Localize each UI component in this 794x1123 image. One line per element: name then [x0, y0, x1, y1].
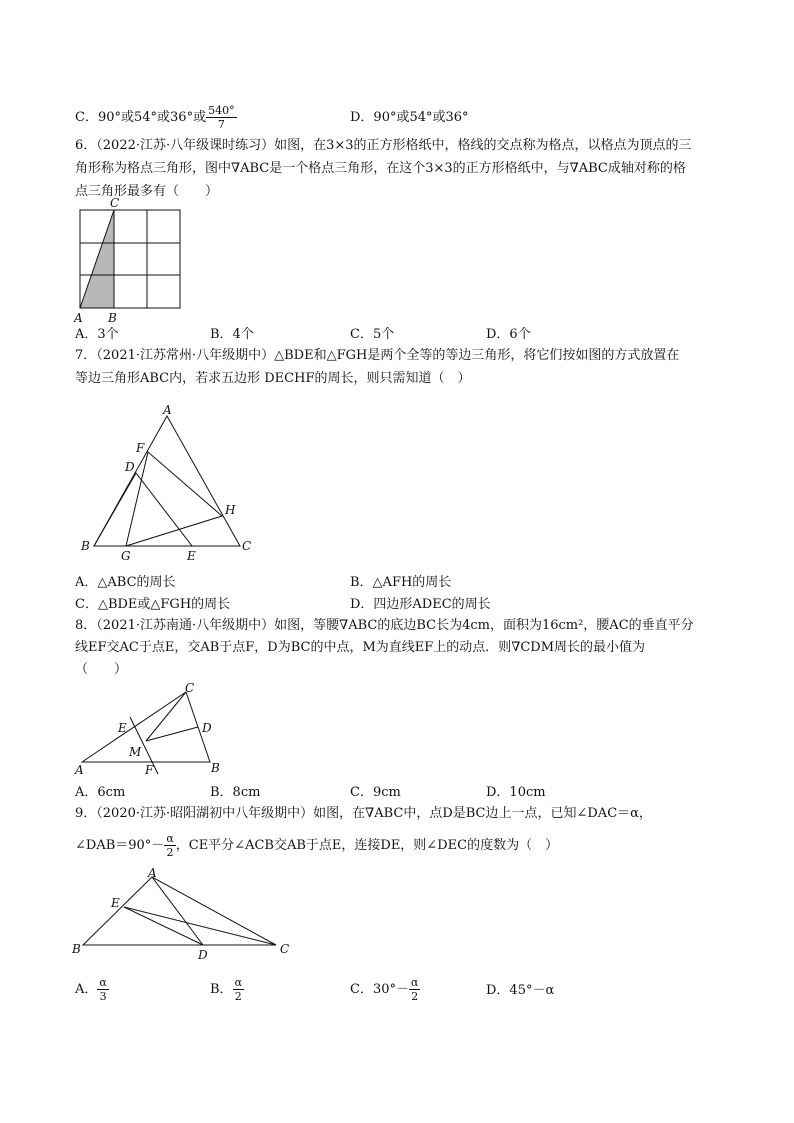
q7-label-b: B: [81, 539, 90, 553]
q6-label-a: A: [74, 311, 83, 325]
q8-option-a: A．6cm: [75, 785, 126, 800]
q6-grid-figure: [70, 196, 190, 326]
q7-option-d: D．四边形ADEC的周长: [350, 597, 491, 612]
q8-option-d: D．10cm: [486, 785, 546, 800]
q9-alpha-half-fraction: $\frac{\alpha}{2}$: [166, 832, 174, 859]
q8-triangle-abc: [82, 692, 210, 762]
q9-triangle-figure: [68, 865, 303, 965]
q6-option-b: B．4个: [210, 327, 254, 342]
q6-line-2: 角形称为格点三角形，图中∇ABC是一个格点三角形，在这个3×3的正方形格纸中，与∇ABC成轴对称的格: [75, 161, 686, 176]
q8-segment-cm: [146, 692, 186, 741]
q9-label-d: D: [198, 948, 208, 962]
q7-triangle-abc: [94, 416, 240, 546]
q9-segment-ce: [124, 907, 276, 945]
q8-line-3: （ ）: [75, 662, 128, 677]
q6-option-a: A．3个: [75, 327, 119, 342]
q8-triangle-figure: [70, 680, 240, 780]
q5-option-c-text: C．90°或54°或36°或: [75, 110, 207, 125]
q8-label-a: A: [75, 763, 84, 777]
q9-option-c: C．30°－ $\frac{\alpha}{2}$: [350, 976, 419, 1003]
q7-triangle-bde: [94, 473, 192, 546]
q5-option-d: D．90°或54°或36°: [350, 110, 469, 125]
q6-option-c: C．5个: [350, 327, 395, 342]
q8-label-f: F: [145, 763, 154, 777]
q9-segment-de: [124, 907, 203, 945]
q7-label-g: G: [121, 549, 131, 563]
q9-label-a: A: [148, 866, 157, 880]
q8-option-c: C．9cm: [350, 785, 401, 800]
q8-label-d: D: [202, 721, 212, 735]
q8-option-b: B．8cm: [210, 785, 261, 800]
q9-option-b: B． $\frac{\alpha}{2}$: [210, 976, 242, 1003]
q6-label-b: B: [108, 311, 117, 325]
q7-option-b: B．△AFH的周长: [350, 575, 452, 590]
q6-label-c: C: [110, 196, 120, 210]
q7-label-e: E: [187, 549, 196, 563]
q8-label-b: B: [211, 761, 220, 775]
q9-label-e: E: [111, 896, 120, 910]
q7-line-2: 等边三角形ABC内，若求五边形 DECHF的周长，则只需知道（ ）: [75, 371, 471, 386]
q8-label-c: C: [185, 681, 195, 695]
q5-option-c: [75, 104, 237, 131]
q9-line-2: ∠DAB＝90°－ $\frac{\alpha}{2}$ ，CE平分∠ACB交AB于点E，连接DE，则∠DEC的度数为（ ）: [75, 832, 559, 859]
q7-triangle-figure: [70, 400, 270, 565]
q7-line-1: 7．（2021·江苏常州·八年级期中）△BDE和△FGH是两个全等的等边三角形，将它们按如图的方式放置在: [75, 348, 680, 363]
q9-option-a: A． $\frac{\alpha}{3}$: [75, 976, 107, 1003]
q8-segment-md: [146, 727, 198, 741]
q7-triangle-fgh: [126, 452, 222, 546]
q8-label-m: M: [129, 745, 142, 759]
q9-segment-ad: [152, 877, 203, 945]
q7-label-a: A: [163, 403, 172, 417]
q7-option-a: A．△ABC的周长: [75, 575, 176, 590]
q9-label-c: C: [280, 942, 290, 956]
q7-label-h: H: [225, 503, 236, 517]
q7-label-d: D: [125, 460, 135, 474]
q7-option-c: C．△BDE或△FGH的周长: [75, 597, 231, 612]
q7-label-c: C: [242, 539, 252, 553]
q9-label-b: B: [72, 942, 81, 956]
q8-label-e: E: [118, 721, 127, 735]
q6-triangle-abc: [80, 210, 114, 308]
q7-label-f: F: [136, 441, 145, 455]
q8-line-1: 8．（2021·江苏南通·八年级期中）如图，等腰∇ABC的底边BC长为4cm，面积为16cm²，腰AC的垂直平分: [75, 618, 694, 633]
q6-line-3: 点三角形最多有（ ）: [75, 184, 219, 199]
q9-option-d: D．45°－α: [486, 983, 555, 998]
q6-option-d: D．6个: [486, 327, 531, 342]
q6-line-1: 6．（2022·江苏·八年级课时练习）如图，在3×3的正方形格纸中，格线的交点称为格点，以格点为顶点的三: [75, 138, 692, 153]
q9-triangle-abc: [83, 877, 276, 945]
q9-line-1: 9．（2020·江苏·昭阳湖初中八年级期中）如图，在∇ABC中，点D是BC边上一点，已知∠DAC＝α，: [75, 806, 652, 821]
q8-line-2: 线EF交AC于点E，交AB于点F，D为BC的中点，M为直线EF上的动点．则∇CDM周长的最小值为: [75, 640, 646, 655]
q5-option-c-fraction: $\frac{540^\circ}{7}$: [208, 104, 235, 131]
